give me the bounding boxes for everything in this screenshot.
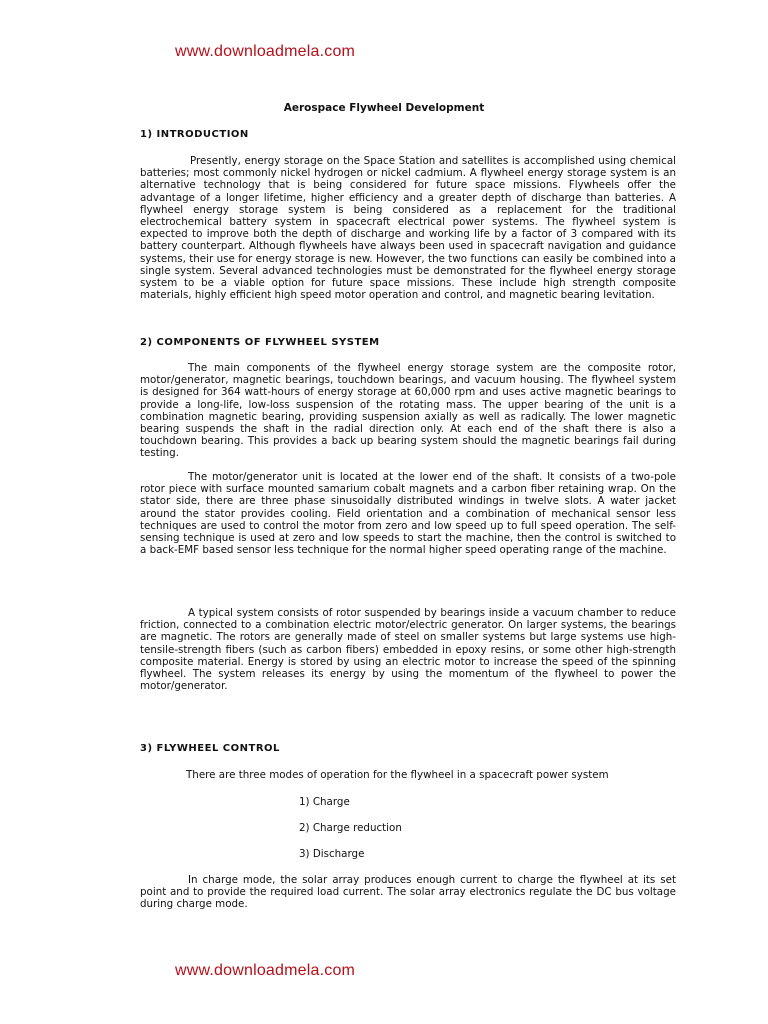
- section-heading-flywheel-control: 3) FLYWHEEL CONTROL: [140, 743, 280, 754]
- components-paragraph-1: The main components of the flywheel energy storage system are the composite rotor, motor/generator, magnetic bearings, touchdown bearings, and vacuum housing. The flywheel system is designed for 364 watt-hours of energy storage at 60,000 rpm and uses active magnetic bearings to provide a long-life, low-loss suspension of the rotating mass. The upper bearing of the unit is a combination magnetic bearing, providing suspension axially as well as radically. The lower magnetic bearing suspends the shaft in the radial direction only. At each end of the shaft there is also a touchdown bearing. This provides a back up bearing system should the magnetic bearings fail during testing.: [140, 362, 676, 460]
- header-site-link[interactable]: www.downloadmela.com: [175, 43, 356, 60]
- introduction-paragraph: Presently, energy storage on the Space Station and satellites is accomplished using chemical batteries; most commonly nickel hydrogen or nickel cadmium. A flywheel energy storage system is an alternative technology that is being considered for future space missions. Flywheels offer the advantage of a longer lifetime, higher efficiency and a greater depth of discharge than batteries. A flywheel energy storage system is being considered as a replacement for the traditional electrochemical battery system in spacecraft electrical power systems. The flywheel system is expected to improve both the depth of discharge and working life by a factor of 3 compared with its battery counterpart. Although flywheels have always been used in spacecraft navigation and guidance systems, their use for energy storage is new. However, the two functions can easily be combined into a single system. Several advanced technologies must be demonstrated for the flywheel energy storage system to be a viable option for future space missions. These include high strength composite materials, highly efficient high speed motor operation and control, and magnetic bearing levitation.: [140, 155, 676, 302]
- components-paragraph-3: A typical system consists of rotor suspended by bearings inside a vacuum chamber to reduce friction, connected to a combination electric motor/electric generator. On larger systems, the bearings are magnetic. The rotors are generally made of steel on smaller systems but large systems use high-tensile-strength fibers (such as carbon fibers) embedded in epoxy resins, or some other high-strength composite material. Energy is stored by using an electric motor to increase the speed of the spinning flywheel. The system releases its energy by using the momentum of the flywheel to power the motor/generator.: [140, 607, 676, 693]
- control-intro-line: There are three modes of operation for the flywheel in a spacecraft power system: [186, 769, 609, 781]
- footer-site-link[interactable]: www.downloadmela.com: [175, 962, 356, 979]
- section-heading-introduction: 1) INTRODUCTION: [140, 129, 249, 140]
- document-title: Aerospace Flywheel Development: [283, 102, 485, 114]
- charge-mode-paragraph: In charge mode, the solar array produces enough current to charge the flywheel at its set point and to provide the required load current. The solar array electronics regulate the DC bus voltage during charge mode.: [140, 874, 676, 911]
- mode-item-charge-reduction: 2) Charge reduction: [299, 822, 402, 834]
- section-heading-components: 2) COMPONENTS OF FLYWHEEL SYSTEM: [140, 337, 380, 348]
- components-paragraph-2: The motor/generator unit is located at the lower end of the shaft. It consists of a two-pole rotor piece with surface mounted samarium cobalt magnets and a carbon fiber retaining wrap. On the stator side, there are three phase sinusoidally distributed windings in twelve slots. A water jacket around the stator provides cooling. Field orientation and a combination of mechanical sensor less techniques are used to control the motor from zero and low speed up to full speed operation. The self-sensing technique is used at zero and low speeds to start the machine, then the control is switched to a back-EMF based sensor less technique for the normal higher speed operating range of the machine.: [140, 471, 676, 557]
- mode-item-charge: 1) Charge: [299, 796, 350, 808]
- mode-item-discharge: 3) Discharge: [299, 848, 365, 860]
